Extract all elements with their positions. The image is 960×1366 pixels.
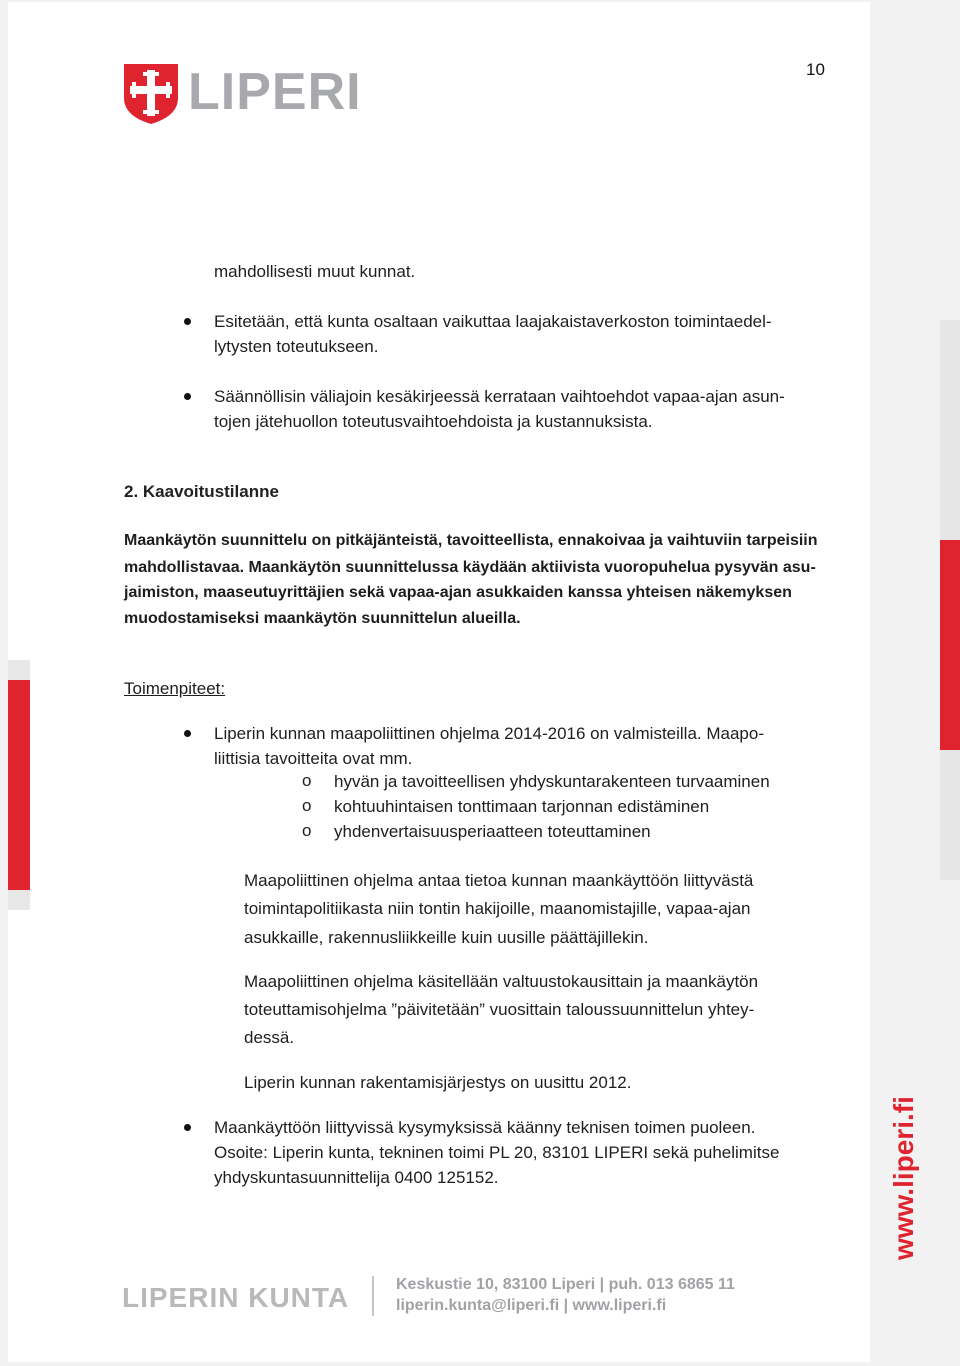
paragraph-b-line-3: dessä. bbox=[244, 1028, 295, 1047]
liperi-crest-icon bbox=[120, 60, 182, 131]
paragraph-a-line-1: Maapoliittinen ohjelma antaa tietoa kunnan maankäyttöön liittyvästä bbox=[244, 871, 754, 890]
bold-paragraph-line-1: Maankäytön suunnittelu on pitkäjänteistä, tavoitteellista, ennakoivaa ja vaihtuviin tarpeisiin bbox=[124, 532, 818, 549]
bold-paragraph-line-2: mahdollistavaa. Maankäytön suunnittelussa käydään aktiivista vuoropuhelua pysyvän asu- bbox=[124, 559, 816, 576]
page-number: 10 bbox=[806, 60, 825, 79]
paragraph-b-line-2: toteuttamisohjelma ”päivitetään” vuosittain taloussuunnittelun yhtey- bbox=[244, 1000, 755, 1019]
bullet-icon bbox=[184, 730, 191, 737]
sub-item-1: hyvän ja tavoitteellisen yhdyskuntarakenteen turvaaminen bbox=[334, 772, 770, 791]
logo-wordmark: LIPERI bbox=[188, 63, 362, 121]
bold-paragraph-line-3: jaimiston, maaseutuyrittäjien sekä vapaa-ajan asukkaiden kanssa yhteisen näkemyksen bbox=[124, 584, 792, 601]
sub-bullet-marker: o bbox=[302, 821, 312, 840]
paragraph-a-line-2: toimintapolitiikasta niin tontin hakijoille, maanomistajille, vapaa-ajan bbox=[244, 899, 751, 918]
sub-bullet-marker: o bbox=[302, 796, 312, 815]
sub-item-3: yhdenvertaisuusperiaatteen toteuttaminen bbox=[334, 822, 651, 841]
bullet-2-line-2: tojen jätehuollon toteutusvaihtoehdoista ja kustannuksista. bbox=[214, 412, 653, 431]
measure-2-line-1: Maankäyttöön liittyvissä kysymyksissä käänny teknisen toimen puoleen. bbox=[214, 1118, 756, 1137]
paragraph-c: Liperin kunnan rakentamisjärjestys on uusittu 2012. bbox=[244, 1073, 632, 1092]
measure-1-line-2: liittisia tavoitteita ovat mm. bbox=[214, 749, 413, 768]
right-side-red-stripe bbox=[940, 540, 960, 750]
section-heading: 2. Kaavoitustilanne bbox=[124, 482, 279, 501]
measure-2-line-3: yhdyskuntasuunnittelija 0400 125152. bbox=[214, 1168, 499, 1187]
footer-address: Keskustie 10, 83100 Liperi | puh. 013 6865 11 bbox=[396, 1276, 735, 1293]
bullet-icon bbox=[184, 393, 191, 400]
footer-contact: liperin.kunta@liperi.fi | www.liperi.fi bbox=[396, 1297, 667, 1314]
bullet-1-line-1: Esitetään, että kunta osaltaan vaikuttaa laajakaistaverkoston toimintaedel- bbox=[214, 312, 772, 331]
bullet-1-line-2: lytysten toteutukseen. bbox=[214, 337, 379, 356]
left-side-red-stripe bbox=[8, 680, 30, 890]
paragraph-a-line-3: asukkaille, rakennusliikkeille kuin uusille päättäjillekin. bbox=[244, 928, 649, 947]
sub-bullet-marker: o bbox=[302, 771, 312, 790]
bullet-icon bbox=[184, 1124, 191, 1131]
measure-2-line-2: Osoite: Liperin kunta, tekninen toimi PL 20, 83101 LIPERI sekä puhelimitse bbox=[214, 1143, 780, 1162]
sub-item-2: kohtuuhintaisen tonttimaan tarjonnan edistäminen bbox=[334, 797, 710, 816]
footer-brand: LIPERIN KUNTA bbox=[122, 1282, 350, 1313]
paragraph-b-line-1: Maapoliittinen ohjelma käsitellään valtuustokausittain ja maankäytön bbox=[244, 972, 759, 991]
intro-line: mahdollisesti muut kunnat. bbox=[214, 262, 416, 281]
bold-paragraph-line-4: muodostamiseksi maankäytön suunnittelun alueilla. bbox=[124, 610, 521, 627]
vertical-url: www.liperi.fi bbox=[888, 1096, 919, 1260]
bullet-icon bbox=[184, 318, 191, 325]
footer-divider bbox=[372, 1276, 374, 1316]
measure-1-line-1: Liperin kunnan maapoliittinen ohjelma 2014-2016 on valmisteilla. Maapo- bbox=[214, 724, 765, 743]
bullet-2-line-1: Säännöllisin väliajoin kesäkirjeessä kerrataan vaihtoehdot vapaa-ajan asun- bbox=[214, 387, 785, 406]
measures-heading: Toimenpiteet: bbox=[124, 679, 226, 698]
